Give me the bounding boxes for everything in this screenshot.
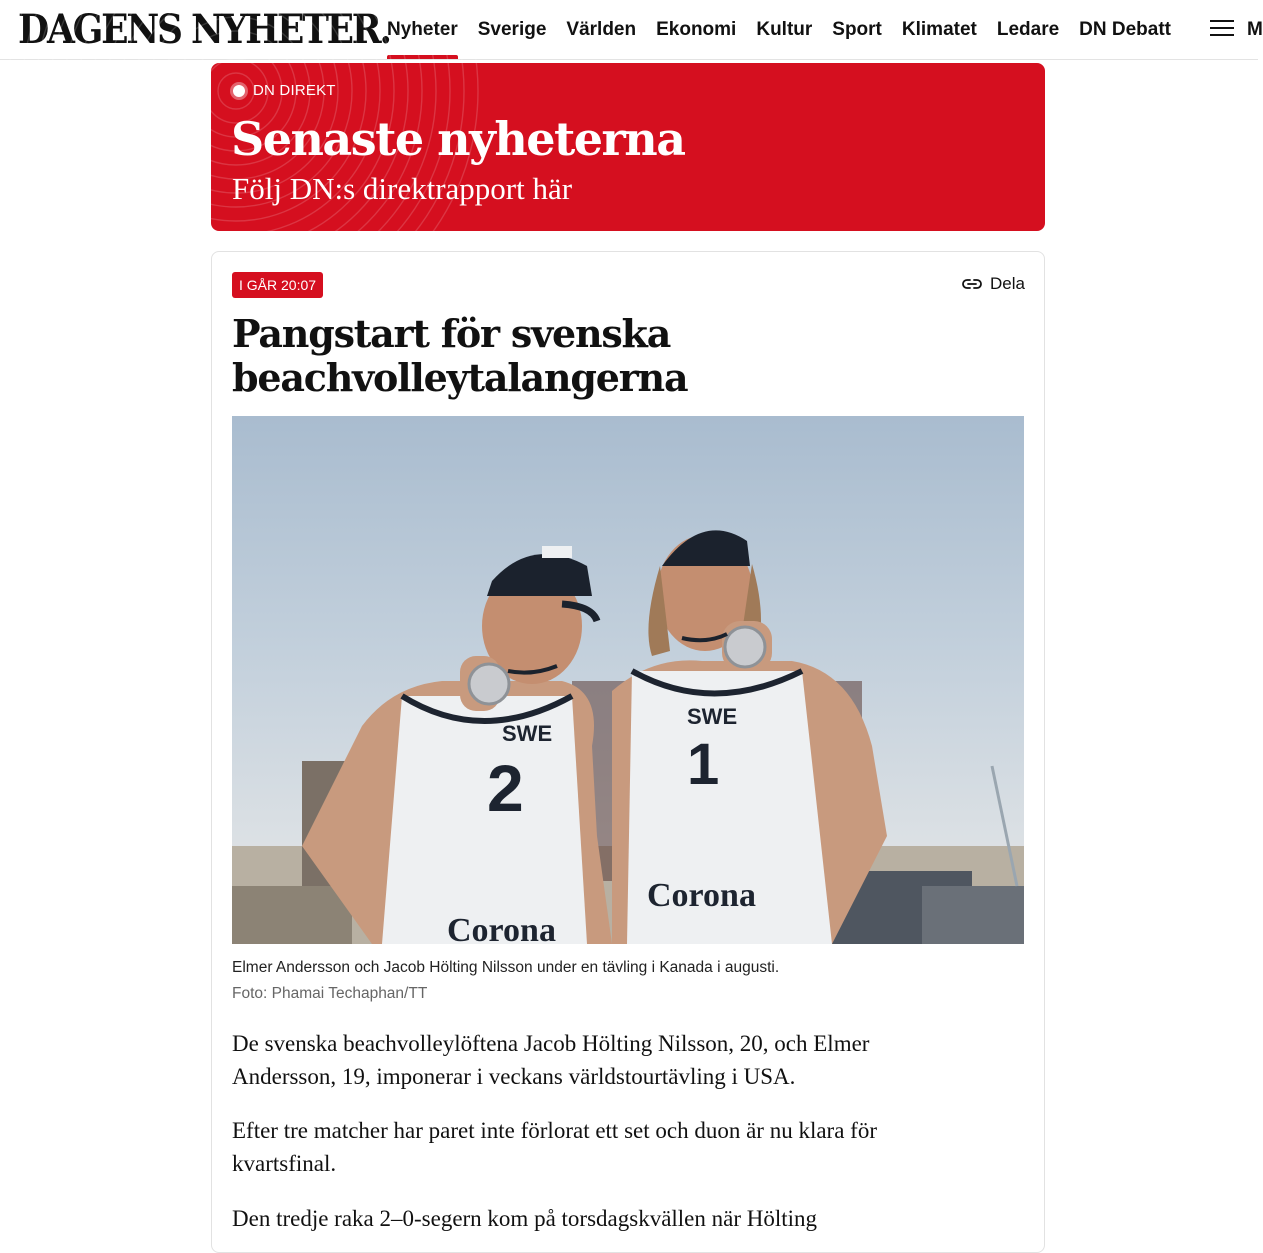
top-navigation-bar (0, 0, 1263, 60)
nav-item-varlden[interactable]: Världen (566, 19, 637, 40)
site-logo[interactable]: DAGENS NYHETER. (18, 6, 390, 53)
headline-line-1: Pangstart för svenska (232, 311, 671, 356)
nav-item-sport[interactable]: Sport (832, 19, 882, 40)
nav-item-dn-debatt[interactable]: DN Debatt (1079, 19, 1172, 40)
article-paragraph: Den tredje raka 2–0-segern kom på torsdagskvällen när Hölting (232, 1206, 818, 1231)
article-card (211, 251, 1045, 1253)
link-icon (961, 277, 983, 291)
photo-caption: Elmer Andersson och Jacob Hölting Nilsson under en tävling i Kanada i augusti. (232, 959, 780, 976)
right-jersey-number: 1 (687, 732, 720, 797)
photo-credit: Foto: Phamai Techaphan/TT (232, 985, 428, 1002)
nav-item-ledare[interactable]: Ledare (996, 19, 1060, 40)
right-jersey-sponsor: Corona (647, 877, 756, 914)
nav-item-sverige[interactable]: Sverige (477, 19, 547, 40)
nav-item-klimatet[interactable]: Klimatet (901, 19, 977, 40)
right-jersey-country: SWE (687, 704, 738, 729)
left-jersey-number: 2 (487, 751, 524, 825)
beach-volleyball-players-illustration (232, 416, 1024, 949)
headline-line-2: beachvolleytalangerna (232, 355, 688, 400)
article-headline[interactable] (232, 312, 992, 400)
live-tag (233, 82, 336, 99)
left-jersey-sponsor: Corona (447, 912, 556, 949)
live-news-banner[interactable] (211, 63, 1045, 231)
article-photo[interactable] (232, 416, 1024, 949)
timestamp-badge: I GÅR 20:07 (232, 272, 323, 298)
live-banner-subtitle: Följ DN:s direktrapport här (232, 171, 573, 206)
live-tag-label: DN DIREKT (253, 82, 336, 99)
nav-item-nyheter[interactable]: Nyheter (377, 0, 468, 59)
nav-item-ekonomi[interactable]: Ekonomi (656, 19, 737, 40)
live-banner-title: Senaste nyheterna (231, 112, 685, 166)
article-paragraph: De svenska beachvolleylöftena Jacob Hölting Nilsson, 20, och Elmer Andersson, 19, imponerar i veckans världstourtävling i USA. (232, 1031, 870, 1089)
article-paragraph: Efter tre matcher har paret inte förlorat ett set och duon är nu klara för kvartsfinal. (232, 1118, 877, 1176)
share-button[interactable] (961, 274, 1025, 294)
menu-label[interactable]: M (1247, 19, 1263, 40)
share-label: Dela (990, 274, 1025, 293)
live-dot-icon (233, 85, 245, 97)
main-nav (377, 0, 1181, 59)
left-jersey-country: SWE (502, 721, 553, 746)
nav-item-kultur[interactable]: Kultur (756, 19, 813, 40)
hamburger-menu-icon[interactable] (1210, 20, 1234, 38)
